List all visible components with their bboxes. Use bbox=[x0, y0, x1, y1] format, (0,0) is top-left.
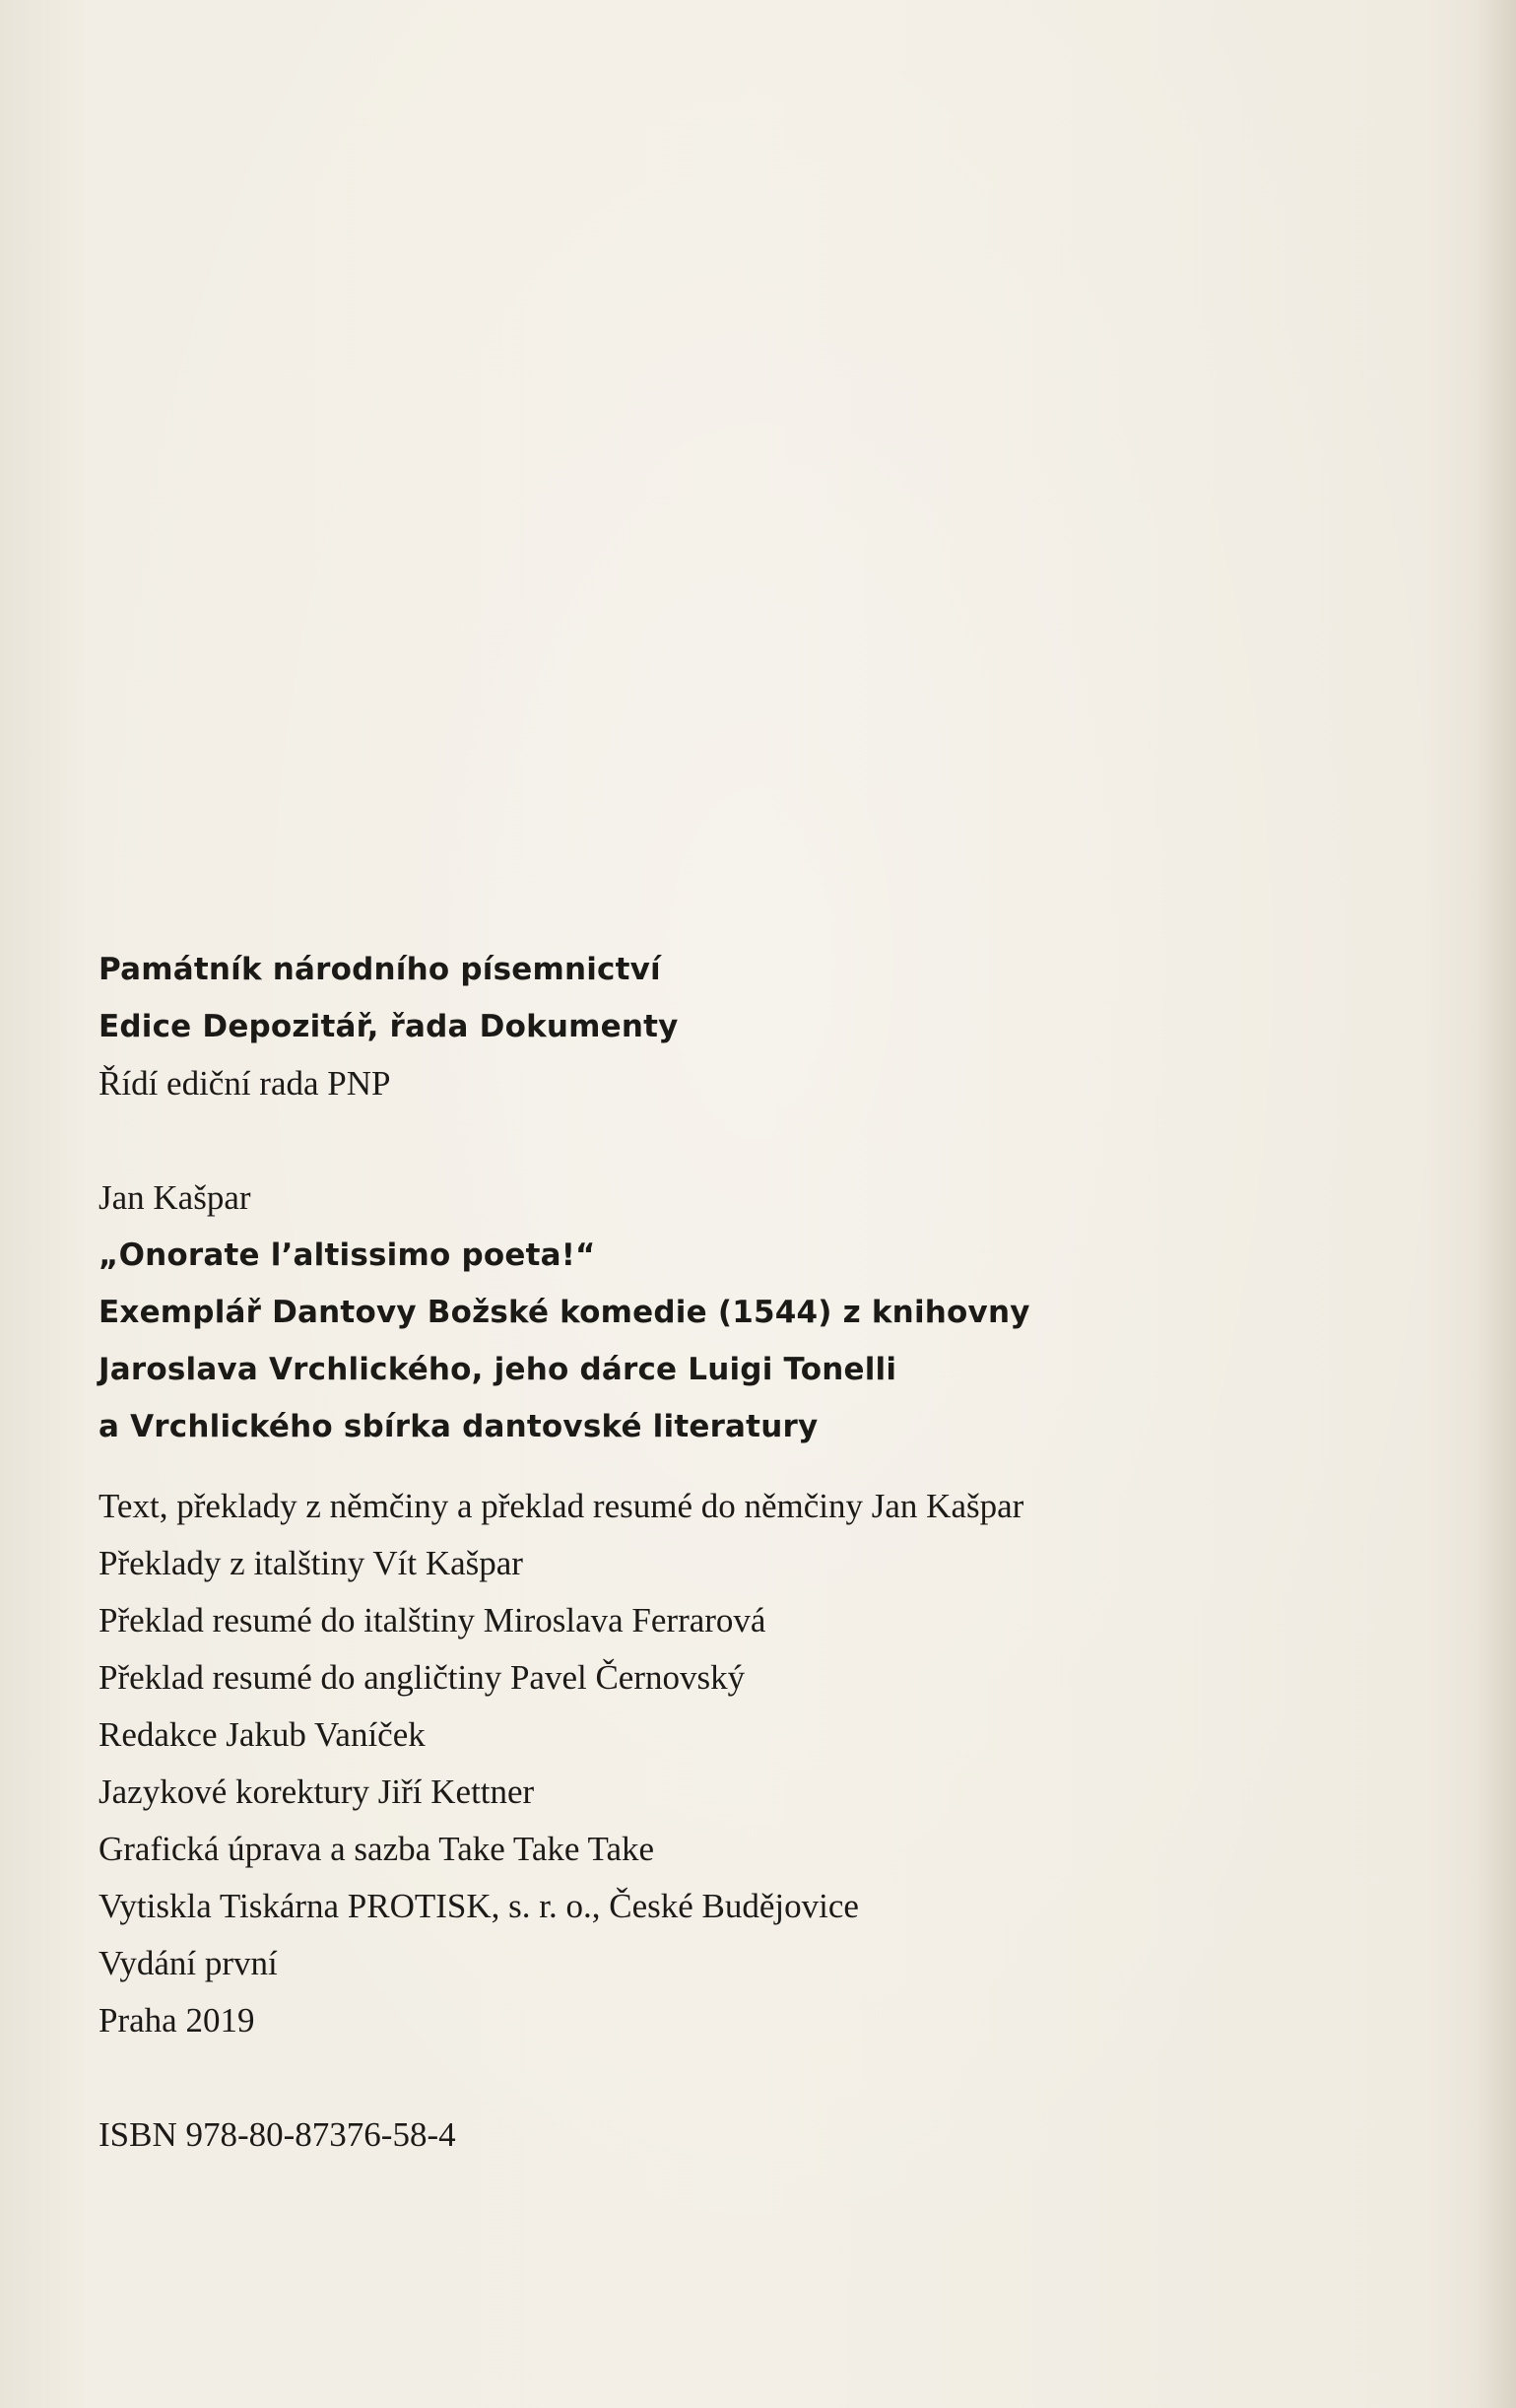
publisher-institution: Památník národního písemnictví bbox=[99, 952, 661, 987]
credit-line: Jazykové korektury Jiří Kettner bbox=[99, 1773, 535, 1811]
credit-line: Vytiskla Tiskárna PROTISK, s. r. o., České Budějovice bbox=[99, 1887, 859, 1925]
page-edge-shadow bbox=[1477, 0, 1516, 2408]
book-title: „Onorate l’altissimo poeta!“ bbox=[99, 1237, 596, 1273]
credit-line: Grafická úprava a sazba Take Take Take bbox=[99, 1830, 655, 1868]
book-author: Jan Kašpar bbox=[99, 1178, 251, 1217]
book-subtitle-line: Exemplář Dantovy Božské komedie (1544) z knihovny bbox=[99, 1295, 1030, 1330]
isbn: ISBN 978-80-87376-58-4 bbox=[99, 2115, 456, 2154]
editorial-board: Řídí ediční rada PNP bbox=[99, 1064, 391, 1103]
credit-line: Překlady z italštiny Vít Kašpar bbox=[99, 1544, 523, 1582]
spacer bbox=[99, 2049, 1418, 2107]
credit-line: Praha 2019 bbox=[99, 2001, 255, 2040]
credit-line: Text, překlady z němčiny a překlad resumé do němčiny Jan Kašpar bbox=[99, 1487, 1024, 1525]
credit-line: Překlad resumé do italštiny Miroslava Ferrarová bbox=[99, 1601, 766, 1639]
spacer bbox=[99, 1112, 1418, 1170]
credit-line: Vydání první bbox=[99, 1944, 278, 1982]
colophon-block bbox=[99, 941, 1418, 2164]
book-subtitle-line: Jaroslava Vrchlického, jeho dárce Luigi Tonelli bbox=[99, 1352, 897, 1387]
publisher-series: Edice Depozitář, řada Dokumenty bbox=[99, 1009, 679, 1044]
credit-line: Redakce Jakub Vaníček bbox=[99, 1715, 426, 1754]
spacer bbox=[99, 1455, 1418, 1478]
credit-line: Překlad resumé do angličtiny Pavel Černovský bbox=[99, 1658, 746, 1697]
book-subtitle-line: a Vrchlického sbírka dantovské literatury bbox=[99, 1409, 819, 1444]
